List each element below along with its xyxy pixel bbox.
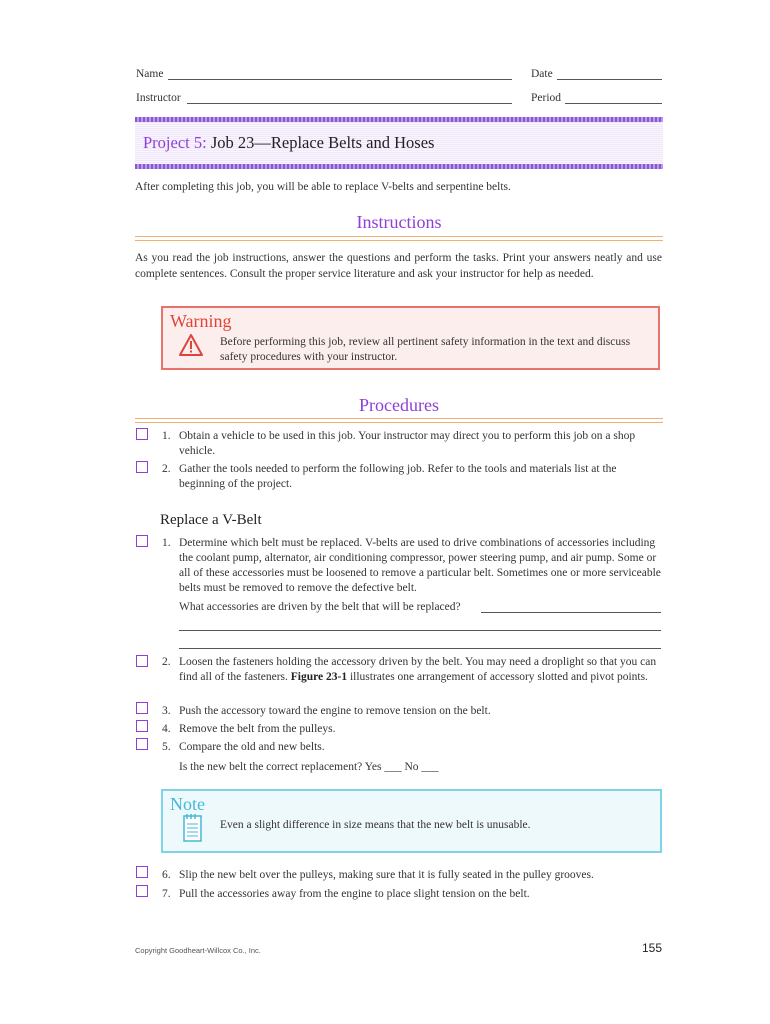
procedures-heading: Procedures — [359, 395, 439, 415]
header-band-bottom — [135, 164, 663, 169]
step-text: Determine which belt must be replaced. V-belts are used to drive combinations of accessories including the coolant pump, alternator, air conditioning compressor, power steering pump, and air pump. Some or all of these accessories must be loosened to remove a particular belt. Sometimes one or more serviceable belts must be removed to remove the defective belt. — [179, 537, 661, 594]
vbelt-step-5-checkbox[interactable] — [136, 738, 148, 750]
notepad-icon — [182, 813, 204, 848]
project-header — [135, 117, 663, 169]
instructor-field[interactable] — [187, 103, 512, 104]
step-text: Gather the tools needed to perform the following job. Refer to the tools and materials list at the beginning of the project. — [179, 463, 617, 490]
page-number: 155 — [641, 941, 662, 955]
step-number: 4. — [162, 723, 171, 735]
answer-line[interactable] — [481, 612, 661, 613]
step-text-part: illustrates one arrangement of accessory slotted and pivot points. — [349, 671, 648, 683]
vbelt-step-7-checkbox[interactable] — [136, 885, 148, 897]
copyright: Copyright Goodheart-Willcox Co., Inc. — [135, 946, 261, 955]
vbelt-step-2-checkbox[interactable] — [136, 655, 148, 667]
step-number: 1. — [162, 430, 171, 442]
step-text: Remove the belt from the pulleys. — [179, 723, 336, 735]
procedures-rule — [135, 418, 663, 423]
vbelt-question: What accessories are driven by the belt that will be replaced? — [179, 601, 461, 613]
answer-line[interactable] — [179, 630, 661, 631]
header-band-top — [135, 117, 663, 122]
project-number: Project 5: — [143, 133, 207, 152]
note-text: Even a slight difference in size means that the new belt is unusable. — [220, 819, 531, 831]
step-text: Compare the old and new belts. — [179, 741, 325, 753]
instructions-rule — [135, 236, 663, 241]
vbelt-step-3-checkbox[interactable] — [136, 702, 148, 714]
period-label: Period — [531, 92, 562, 104]
step-number: 1. — [162, 537, 171, 549]
step-text — [179, 655, 662, 685]
instructions-text: As you read the job instructions, answer the questions and perform the tasks. Print your answers neatly and use complete sentences. Consult the proper service literature and ask your instructor for help as needed. — [135, 252, 662, 280]
vbelt-step-4-checkbox[interactable] — [136, 720, 148, 732]
step-number: 7. — [162, 888, 171, 900]
instructions-heading: Instructions — [356, 212, 442, 232]
step-number: 3. — [162, 705, 171, 717]
note-title: Note — [170, 794, 205, 814]
vbelt-step-1-checkbox[interactable] — [136, 535, 148, 547]
replacement-question: Is the new belt the correct replacement? Yes ___ No ___ — [179, 761, 439, 773]
step-text: Obtain a vehicle to be used in this job. Your instructor may direct you to perform this job on a shop vehicle. — [179, 430, 636, 457]
job-title: Job 23—Replace Belts and Hoses — [210, 133, 435, 152]
name-label: Name — [136, 68, 164, 80]
step-1-checkbox[interactable] — [136, 428, 148, 440]
answer-line[interactable] — [179, 648, 661, 649]
step-number: 2. — [162, 656, 171, 668]
step-2-checkbox[interactable] — [136, 461, 148, 473]
vbelt-step-6-checkbox[interactable] — [136, 866, 148, 878]
step-number: 6. — [162, 869, 171, 881]
project-title — [143, 133, 434, 153]
step-text-part: Loosen the fasteners holding the accessory driven by the belt. You may need a droplight so that you can find all of the fasteners. — [179, 656, 657, 683]
step-number: 5. — [162, 741, 171, 753]
period-field[interactable] — [565, 103, 662, 104]
name-field[interactable] — [168, 79, 512, 80]
instructor-label: Instructor — [136, 92, 181, 104]
warning-triangle-icon — [178, 333, 204, 362]
warning-text: Before performing this job, review all pertinent safety information in the text and discuss safety procedures with your instructor. — [220, 336, 631, 363]
warning-box — [161, 306, 660, 370]
step-text: Push the accessory toward the engine to remove tension on the belt. — [179, 705, 491, 717]
figure-reference: Figure 23-1 — [290, 671, 348, 683]
step-text: Pull the accessories away from the engine to place slight tension on the belt. — [179, 888, 530, 900]
step-number: 2. — [162, 463, 171, 475]
intro-text: After completing this job, you will be able to replace V-belts and serpentine belts. — [135, 181, 511, 193]
date-label: Date — [531, 68, 553, 80]
date-field[interactable] — [557, 79, 662, 80]
step-text: Slip the new belt over the pulleys, making sure that it is fully seated in the pulley grooves. — [179, 869, 594, 881]
vbelt-heading: Replace a V-Belt — [160, 512, 262, 528]
warning-title: Warning — [170, 311, 232, 331]
note-box — [161, 789, 662, 853]
